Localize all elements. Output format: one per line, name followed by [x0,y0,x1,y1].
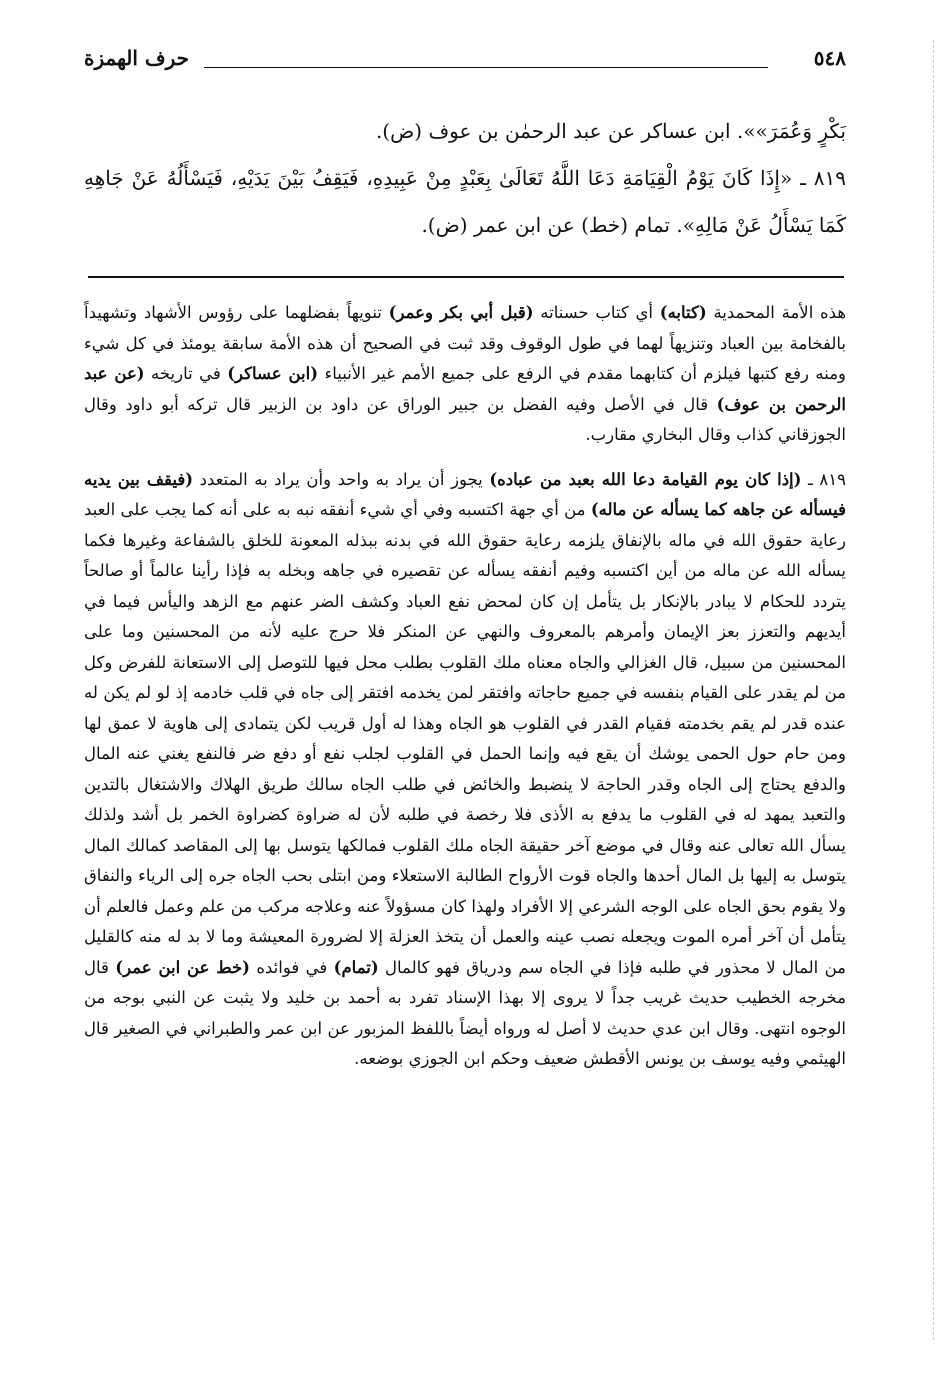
commentary-text: تنويهاً بفضلهما على رؤوس الأشهاد وتشهيداً بالفخامة بين العباد وتنزيهاً لهما في طول الوقوف وقد ثبت في الصحيح أن هذه الأمة سابقة يومئذ في كل شيء ومنه رفع كتبها فيلزم أن كتابهما مقدم في الرفع على جميع الأمم غير الأنبياء [84,303,847,383]
page-header [84,46,846,82]
commentary-text: أي كتاب حسناته [540,303,654,322]
footnote-separator [88,276,844,278]
hadith-number: ٨١٩ ـ [800,166,846,190]
commentary-text: هذه الأمة المحمدية [713,303,847,322]
commentary-lemma: (تمام) [333,957,379,977]
chapter-title: حرف الهمزة [84,46,190,70]
commentary-819 [84,465,846,1075]
scan-edge [929,40,934,1340]
hadith-819 [84,155,846,249]
commentary-text: يجوز أن يراد به واحد وأن يراد به المتعدد [199,469,483,489]
page-number: ٥٤٨ [813,46,846,70]
hadith-continuation: بَكْرٍ وَعُمَرَ»». ابن عساكر عن عبد الرحمٰن بن عوف (ض). [375,119,846,143]
hadith-body: «إِذَا كَانَ يَوْمُ الْقِيَامَةِ دَعَا اللَّهُ تَعَالَىٰ بِعَبْدٍ مِنْ عَبِيدِهِ، فَيَقِفُ بَيْنَ يَدَيْهِ، فَيَسْأَلُهُ عَنْ جَاهِهِ كَمَا يَسْأَلُ عَنْ مَالِهِ». تمام (خط) عن ابن عمر (ض). [84,166,846,237]
commentary-text: في تاريخه [151,364,221,383]
commentary-number: ٨١٩ ـ [808,469,846,489]
commentary-text: قال مخرجه الخطيب حديث غريب جداً لا يروى إلا بهذا الإسناد تفرد به أحمد بن خليد ولا يثبت عن النبي بوجه من الوجوه انتهى. وقال ابن عدي حديث لا أصل له ورواه أيضاً باللفظ المزبور عن ابن عمر والطبراني في الصغير قال الهيثمي وفيه يوسف بن يونس الأقطش ضعيف وحكم ابن الجوزي بوضعه. [84,957,846,1068]
commentary-lemma: (فيقف بين يديه فيسأله عن جاهه كما يسأله عن ماله) [84,469,846,519]
commentary-lemma: (قبل أبي بكر وعمر) [388,303,534,322]
commentary-text: في فوائده [256,957,328,977]
commentary-lemma: (ابن عساكر) [227,364,319,383]
commentary-text: قال في الأصل وفيه الفضل بن جبير الوراق عن داود بن الزبير قال تركه أبو داود وقال الجوزقاني كذاب وقال البخاري مقارب. [84,394,846,444]
commentary [84,298,846,1075]
commentary-lemma: (كتابه) [659,303,707,322]
hadith-text [84,108,846,249]
commentary-818 [84,298,846,451]
commentary-lemma: (عن عبد الرحمن بن عوف) [84,364,846,414]
commentary-lemma: (خط عن ابن عمر) [115,957,250,977]
header-rule [204,67,768,68]
commentary-lemma: (إذا كان يوم القيامة دعا الله بعبد من عباده) [489,469,802,489]
commentary-text: من أي جهة اكتسبه وفي أي شيء أنفقه نبه به على أنه كما يجب على العبد رعاية حقوق الله في ماله بالإنفاق يلزمه رعاية حقوق الله في بدنه ببذله المعونة للخلق بالشفاعة وغيرها فكما يسأله الله عن ماله من أين اكتسبه وفيم أنفقه يسأله عن تقصيره في جاهه وبخله به فإذا رأينا عالماً أو صالحاً يتردد للحكام لا يبادر بالإنكار بل يتأمل إن كان لمحض نفع العباد وكشف الضر عنهم مع الزهد واليأس فيما في أيديهم والتعزز بعز الإيمان وأمرهم بالمعروف والنهي عن المنكر فلا حرج عليه لأنه من المحسنين وما على المحسنين من سبيل، قال الغزالي والجاه معناه ملك القلوب بطلب محل فيها للتوصل إلى الاستعانة للفرض وكل من لم يقدر على القيام بنفسه في جميع حاجاته وافتقر لمن يخدمه افتقر إلى جاه في قلب خادمه إذ لو لم يكن له عنده قدر لم يقم بخدمته فقيام القدر في القلوب هو الجاه وهذا له أول قريب لكن يتمادى إلى هاوية لا عمق لها ومن حام حول الحمى يوشك أن يقع فيه وإنما الحمل في القلوب لجلب نفع أو دفع ضر فالنفع يغني عنه المال والدفع يحتاج إلى الجاه وقدر الحاجة لا ينضبط والخائض في طلب الجاه سالك طريق الهلاك والاشتغال بالتدين والتعبد يمهد له في القلوب ما يدفع به الأذى فلا رخصة في طلبه لأن له ضراوة كضراوة الخمر بل أشد ولذلك يسأل الله تعالى عنه وقال في موضع آخر حقيقة الجاه ملك القلوب فمالكها يتوسل بها إلى المقاصد كمالك المال يتوسل به إليها بل المال أحدها والجاه قوت الأرواح الطالبة الاستعلاء ومن ابتلى بحب الجاه جره إلى الرياء والنفاق ولا يقوم بحق الجاه على الوجه الشرعي إلا الأفراد ولهذا كان مسؤولاً عنه وعلاجه مركب من علم وعمل فالعلم أن يتأمل أن آخر أمره الموت ويجعله نصب عينه والعمل أن يتخذ العزلة إلا لضرورة المعيشة وما لا بد له منه كالقليل من المال لا محذور في طلبه فإذا في الجاه سم ودرياق فهو كالمال [84,500,846,977]
